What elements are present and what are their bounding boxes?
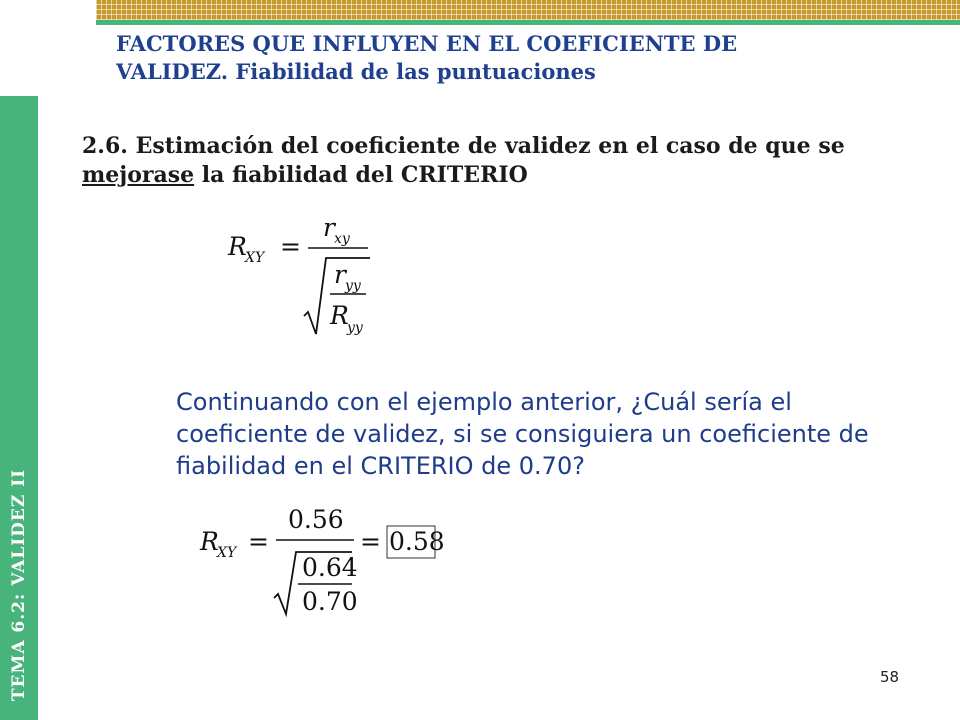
header-accent-stripe (96, 20, 960, 25)
example-second-equals-sign: = (360, 527, 381, 556)
formula-inner-numerator-subscript: yy (345, 278, 361, 294)
example-inner-numerator: 0.64 (302, 553, 358, 582)
example-question-line-3: fiabilidad en el CRITERIO de 0.70? (176, 452, 585, 480)
formula-lhs-base: R (228, 232, 247, 261)
example-question (176, 386, 936, 482)
page-number: 58 (880, 668, 900, 686)
example-question-line-1: Continuando con el ejemplo anterior, ¿Cuál sería el (176, 388, 792, 416)
header-decorative-pattern (96, 0, 960, 20)
formula-inner-numerator-base: r (334, 260, 346, 289)
slide-title (116, 30, 836, 86)
formula-example-svg (196, 500, 446, 620)
side-topic-label: TEMA 6.2: VALIDEZ II (9, 468, 29, 702)
formula-inner-denominator-subscript: yy (347, 320, 363, 336)
formula-example (196, 500, 446, 620)
section-heading-rest: la fiabilidad del CRITERIO (194, 162, 528, 188)
example-question-line-2: coeficiente de validez, si se consiguiera un coeficiente de (176, 420, 869, 448)
section-heading-line-1: 2.6. Estimación del coeficiente de validez en el caso de que se (82, 133, 845, 159)
formula-numerator-base: r (323, 213, 335, 242)
section-heading-emphasis: mejorase (82, 162, 195, 188)
slide-title-line-2: VALIDEZ. Fiabilidad de las puntuaciones (116, 59, 596, 84)
formula-numerator-subscript: xy (334, 231, 350, 247)
slide-title-line-1: FACTORES QUE INFLUYEN EN EL COEFICIENTE DE (116, 31, 738, 56)
formula-inner-denominator-base: R (330, 301, 349, 330)
formula-equals-sign: = (280, 232, 301, 261)
example-equals-sign: = (248, 527, 269, 556)
example-lhs-subscript: XY (217, 545, 237, 561)
formula-general-svg (224, 212, 384, 340)
example-result-value: 0.58 (389, 527, 445, 556)
example-numerator: 0.56 (288, 505, 344, 534)
formula-lhs-subscript: XY (245, 250, 265, 266)
section-heading (82, 132, 942, 190)
example-lhs-base: R (200, 527, 219, 556)
example-inner-denominator: 0.70 (302, 587, 358, 616)
formula-general (224, 212, 384, 340)
